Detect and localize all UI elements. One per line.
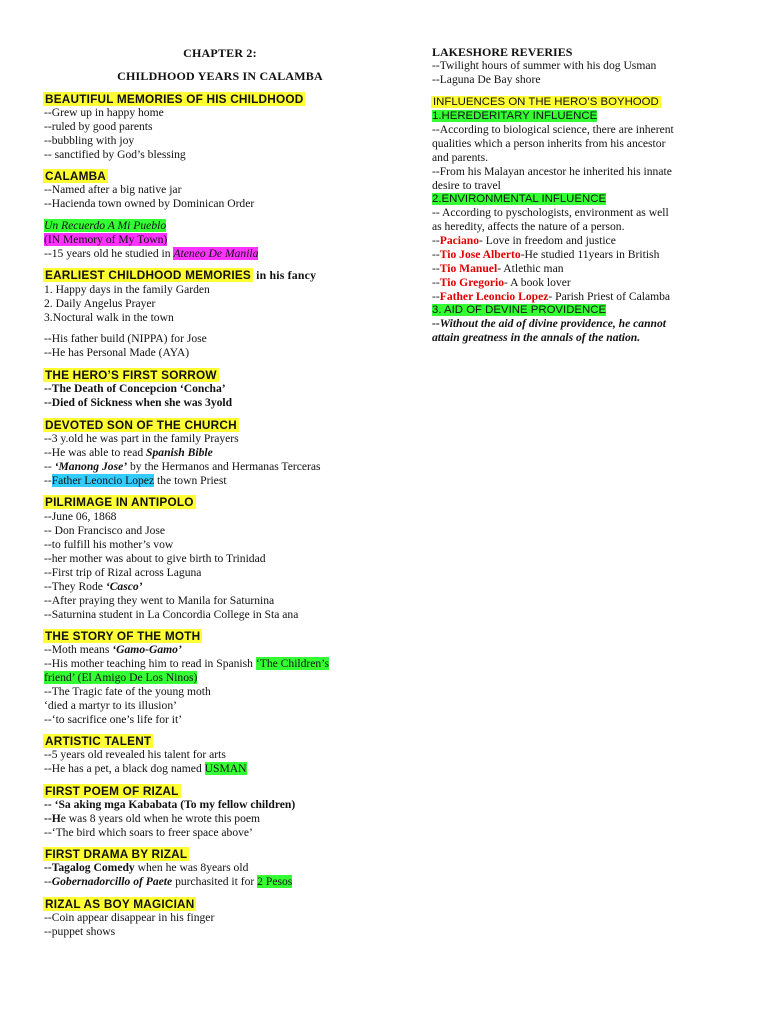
list-item: --‘The bird which soars to freer space above’ [44, 826, 253, 839]
list-item: --They Rode ‘Casco’ [44, 580, 143, 593]
list-item: 1. Happy days in the family Garden [44, 283, 210, 296]
list-item: --Coin appear disappear in his finger [44, 911, 215, 924]
section-heading: LAKESHORE REVERIES [432, 45, 573, 59]
poem-translation: (IN Memory of My Town) [44, 233, 168, 246]
section-heading: INFLUENCES ON THE HERO’S BOYHOOD [433, 96, 659, 108]
list-item: --He has a pet, a black dog named USMAN [44, 762, 247, 775]
list-item: --The Tragic fate of the young moth [44, 685, 211, 698]
paragraph-line: attain greatness in the annals of the nation. [432, 331, 641, 344]
list-item: --June 06, 1868 [44, 510, 117, 523]
list-item: --Tagalog Comedy when he was 8years old [44, 861, 249, 874]
list-item: -- sanctified by God’s blessing [44, 148, 186, 161]
list-item: --puppet shows [44, 925, 116, 938]
section-heading: EARLIEST CHILDHOOD MEMORIES in his fancy [45, 268, 317, 282]
section-heading: THE STORY OF THE MOTH [45, 629, 201, 643]
list-item: --After praying they went to Manila for Saturnina [44, 594, 275, 607]
subsection-heading: 1.HEREDERITARY INFLUENCE [432, 110, 598, 122]
list-item: friend’ (El Amigo De Los Ninos) [44, 671, 198, 684]
list-item: --Twilight hours of summer with his dog Usman [432, 59, 657, 72]
influence-person: --Father Leoncio Lopez- Parish Priest of Calamba [432, 290, 671, 303]
list-item: --First trip of Rizal across Laguna [44, 566, 202, 579]
section-heading: PILRIMAGE IN ANTIPOLO [45, 495, 194, 509]
list-item: --He was able to read Spanish Bible [44, 446, 213, 459]
section-heading: DEVOTED SON OF THE CHURCH [45, 418, 237, 432]
list-item: --Moth means ‘Gamo-Gamo’ [44, 643, 182, 656]
list-item: --5 years old revealed his talent for arts [44, 748, 226, 761]
influence-person: --Tio Manuel- Atlethic man [432, 262, 564, 275]
subsection-heading: 2.ENVIRONMENTAL INFLUENCE [432, 193, 607, 205]
list-item: --bubbling with joy [44, 134, 135, 147]
section-heading: FIRST POEM OF RIZAL [45, 784, 179, 798]
list-item: --15 years old he studied in Ateneo De Manila [44, 247, 259, 260]
list-item: 2. Daily Angelus Prayer [44, 297, 156, 310]
paragraph-line: --According to biological science, there are inherent [432, 123, 674, 136]
list-item: --His mother teaching him to read in Spanish ‘The Children’s [44, 657, 329, 670]
list-item: --to fulfill his mother’s vow [44, 538, 174, 551]
list-item: -- ‘Manong Jose’ by the Hermanos and Hermanas Terceras [44, 460, 321, 473]
list-item: --Named after a big native jar [44, 183, 182, 196]
list-item: --The Death of Concepcion ‘Concha’ [44, 382, 226, 395]
chapter-number: CHAPTER 2: [183, 46, 257, 60]
list-item: --Saturnina student in La Concordia College in Sta ana [44, 608, 299, 621]
poem-title: Un Recuerdo A Mi Pueblo [44, 219, 167, 232]
paragraph-line: as heredity, affects the nature of a person. [432, 220, 625, 233]
list-item: --3 y.old he was part in the family Prayers [44, 432, 239, 445]
list-item: --His father build (NIPPA) for Jose [44, 332, 207, 345]
list-item: -- ‘Sa aking mga Kababata (To my fellow children) [44, 798, 296, 811]
paragraph-line: -- According to pyschologists, environment as well [432, 206, 669, 219]
list-item: 3.Noctural walk in the town [44, 311, 174, 324]
influence-person: --Paciano- Love in freedom and justice [432, 234, 616, 247]
list-item: --Died of Sickness when she was 3yold [44, 396, 233, 409]
paragraph-line: desire to travel [432, 179, 501, 192]
influence-person: --Tio Jose Alberto-He studied 11years in British [432, 248, 660, 261]
paragraph-line: qualities which a person inherits from his ancestor [432, 137, 666, 150]
influence-person: --Tio Gregorio- A book lover [432, 276, 571, 289]
list-item: --Laguna De Bay shore [432, 73, 541, 86]
list-item: -- Don Francisco and Jose [44, 524, 166, 537]
section-heading: CALAMBA [45, 169, 107, 183]
paragraph-line: and parents. [432, 151, 489, 164]
paragraph-line: --From his Malayan ancestor he inherited his innate [432, 165, 672, 178]
list-item: --‘to sacrifice one’s life for it’ [44, 713, 183, 726]
list-item: --her mother was about to give birth to Trinidad [44, 552, 266, 565]
section-heading: FIRST DRAMA BY RIZAL [45, 847, 188, 861]
subsection-heading: 3. AID OF DEVINE PROVIDENCE [432, 304, 607, 316]
section-heading: BEAUTIFUL MEMORIES OF HIS CHILDHOOD [45, 92, 304, 106]
chapter-title: CHILDHOOD YEARS IN CALAMBA [117, 69, 323, 83]
list-item: --Father Leoncio Lopez the town Priest [44, 474, 227, 487]
section-heading: THE HERO’S FIRST SORROW [45, 368, 217, 382]
list-item: --He has Personal Made (AYA) [44, 346, 190, 359]
list-item: --Grew up in happy home [44, 106, 164, 119]
section-heading: RIZAL AS BOY MAGICIAN [45, 897, 195, 911]
paragraph-line: --Without the aid of divine providence, he cannot [432, 317, 667, 330]
list-item: --Gobernadorcillo of Paete purchasited it for 2 Pesos [44, 875, 293, 888]
list-item: --He was 8 years old when he wrote this poem [44, 812, 261, 825]
list-item: ‘died a martyr to its illusion’ [44, 699, 177, 712]
list-item: --Hacienda town owned by Dominican Order [44, 197, 255, 210]
list-item: --ruled by good parents [44, 120, 153, 133]
section-heading: ARTISTIC TALENT [45, 734, 152, 748]
